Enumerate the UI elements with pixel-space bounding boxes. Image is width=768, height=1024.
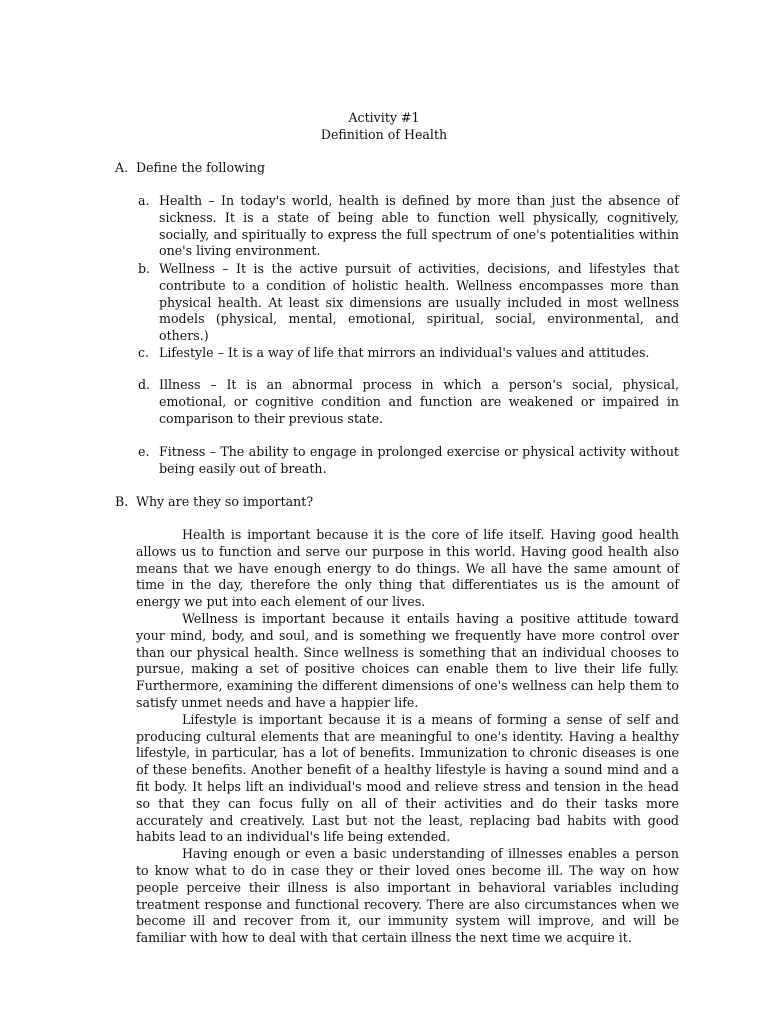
paragraph-illness: Having enough or even a basic understanding of illnesses enables a person to know what to do in case they or their loved ones become ill. The way on how people perceive their illness is also important in behavioral variables including treatment response and functional recovery. There are also circumstances when we become ill and recover from it, our immunity system will improve, and will be familiar with how to deal with that certain illness the next time we acquire it.: [136, 846, 679, 946]
definition-item-illness: [138, 377, 679, 427]
item-text: Health – In today's world, health is defined by more than just the absence of sickness. It is a state of being able to function well physically, cognitively, socially, and spiritually to express the full spectrum of one's potentialities within one's living environment.: [159, 193, 679, 259]
item-text: Lifestyle – It is a way of life that mirrors an individual's values and attitudes.: [159, 345, 650, 360]
activity-number: Activity #1: [348, 110, 420, 125]
definition-item-lifestyle: [138, 345, 679, 362]
paragraph-lifestyle: Lifestyle is important because it is a means of forming a sense of self and producing cultural elements that are meaningful to one's identity. Having a healthy lifestyle, in particular, has a lot of benefits. Immunization to chronic diseases is one of these benefits. Another benefit of a healthy lifestyle is having a sound mind and a fit body. It helps lift an individual's mood and relieve stress and tension in the head so that they can focus fully on all of their activities and do their tasks more accurately and creatively. Last but not the least, replacing bad habits with good habits lead to an individual's life being extended.: [136, 711, 679, 845]
section-b-title: Why are they so important?: [136, 494, 314, 509]
item-text: Fitness – The ability to engage in prolonged exercise or physical activity without being easily out of breath.: [159, 444, 679, 476]
item-letter: b.: [138, 261, 151, 276]
page-title: Definition of Health: [320, 126, 448, 142]
definition-item-wellness: [138, 261, 679, 345]
item-text: Illness – It is an abnormal process in which a person's social, physical, emotional, or cognitive condition and function are weakened or impaired in comparison to their previous state.: [159, 377, 679, 426]
item-letter: c.: [138, 345, 150, 360]
item-text: Wellness – It is the active pursuit of activities, decisions, and lifestyles that contribute to a condition of holistic health. Wellness encompasses more than physical health. At least six dimensions are usually included in most wellness models (physical, mental, emotional, spiritual, social, environmental, and others.): [159, 261, 679, 344]
section-a-title: Define the following: [136, 160, 266, 175]
section-b-letter: B.: [115, 494, 129, 509]
definition-item-fitness: [138, 444, 679, 478]
item-letter: a.: [138, 193, 150, 208]
definition-item-health: [138, 193, 679, 260]
item-letter: d.: [138, 377, 151, 392]
title-block: [0, 110, 768, 144]
paragraph-wellness: Wellness is important because it entails having a positive attitude toward your mind, body, and soul, and is something we frequently have more control over than our physical health. Since wellness is something that an individual chooses to pursue, making a set of positive choices can enable them to live their life fully. Furthermore, examining the different dimensions of one's wellness can help them to satisfy unmet needs and have a happier life.: [136, 610, 679, 710]
importance-paragraphs: [136, 527, 679, 947]
paragraph-health: Health is important because it is the core of life itself. Having good health allows us to function and serve our purpose in this world. Having good health also means that we have enough energy to do things. We all have the same amount of time in the day, therefore the only thing that differentiates us is the amount of energy we put into each element of our lives.: [136, 527, 679, 610]
section-a-letter: A.: [115, 160, 129, 175]
item-letter: e.: [138, 444, 150, 459]
